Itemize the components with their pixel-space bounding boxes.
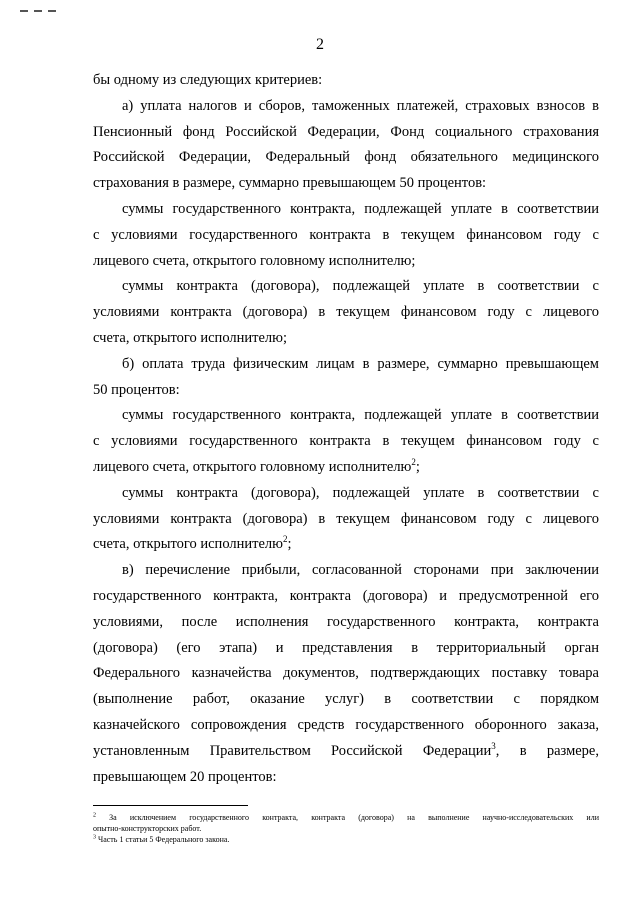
text-line [93,326,599,352]
text-line-content: суммы государственного контракта, подлежащей уплате в соответствии [122,407,599,424]
text-line [93,145,599,171]
footnote-text: За исключением государственного контракта, контракта (договора) на выполнение научно-исследовательских или [96,813,599,822]
text-line [93,636,599,662]
text-line-content: условиями, после исполнения государственного контракта, контракта [93,613,599,630]
text-line-continuation: ; [415,458,420,475]
text-line [93,274,599,300]
text-line-content: бы одному из следующих критериев: [93,72,323,88]
text-line [93,171,599,197]
text-line [93,378,599,404]
text-line-content: с условиями государственного контракта в текущем финансовом году с [93,433,599,450]
text-line-continuation: ; [287,536,292,553]
text-line-content: Пенсионный фонд Российской Федерации, Фонд социального страхования [93,123,599,140]
footnote-reference: 3 [491,740,496,751]
text-line [93,249,599,275]
text-line [93,713,599,739]
text-line-continuation: , в размере, [495,742,599,759]
text-line [93,661,599,687]
text-line-content: лицевого счета, открытого головному исполнителю [93,458,412,475]
text-line [93,532,599,558]
text-line-content: суммы государственного контракта, подлежащей уплате в соответствии [122,200,599,217]
text-line [93,300,599,326]
text-line-content: счета, открытого исполнителю; [93,329,288,346]
footnote-text: Часть 1 статьи 5 Федерального закона. [96,835,230,844]
footnote-reference: 2 [282,534,288,545]
text-line [93,403,599,429]
text-line-content: б) оплата труда физическим лицам в размере, суммарно превышающем [122,355,599,372]
text-line-content: страхования в размере, суммарно превышающем 50 процентов: [93,175,487,192]
text-line [93,94,599,120]
text-line [93,687,599,713]
text-line [93,68,599,94]
text-line [93,352,599,378]
text-line-content: с условиями государственного контракта в текущем финансовом году с [93,226,599,243]
text-line [93,507,599,533]
text-line [93,223,599,249]
text-line [93,429,599,455]
text-line-content: счета, открытого исполнителю [93,536,283,553]
text-line [93,197,599,223]
text-line-content: 50 процентов: [93,381,180,398]
footnote-line [93,834,599,845]
text-line-content: условиями контракта (договора) в текущем финансовом году с лицевого [93,304,599,321]
footnote-text: опытно-конструкторских работ. [93,824,202,833]
footnote-line [93,812,599,823]
footnote-reference: 2 [411,457,416,468]
text-line-content: суммы контракта (договора), подлежащей уплате в соответствии с [122,484,599,501]
footnote-number: 2 [93,812,96,819]
text-line [93,610,599,636]
text-line-content: Российской Федерации, Федеральный фонд обязательного медицинского [93,149,599,166]
footnote-number: 3 [93,834,96,841]
text-line-content: казначейского сопровождения средств государственного оборонного заказа, [93,716,599,733]
text-line-content: а) уплата налогов и сборов, таможенных платежей, страховых взносов в [122,97,599,114]
text-line-content: Федерального казначейства документов, подтверждающих поставку товара [93,665,599,682]
text-line-content: суммы контракта (договора), подлежащей уплате в соответствии с [122,278,599,295]
text-line [93,481,599,507]
text-line-content: (договора) (его этапа) и представления в территориальный орган [93,639,599,656]
text-line [93,739,599,765]
footnote-line [93,823,599,834]
text-line [93,558,599,584]
text-line [93,120,599,146]
scan-marks [20,0,80,3]
text-line-content: превышающем 20 процентов: [93,768,277,785]
text-line-content: (выполнение работ, оказание услуг) в соответствии с порядком [93,691,599,708]
text-line [93,584,599,610]
text-line-content: в) перечисление прибыли, согласованной сторонами при заключении [122,562,599,579]
text-line-content: государственного контракта, контракта (договора) и предусмотренной его [93,587,599,604]
text-line [93,765,599,791]
text-line-content: установленным Правительством Российской Федерации [93,742,492,759]
body-text [93,68,599,790]
footnote-separator [93,805,248,806]
text-line-content: условиями контракта (договора) в текущем финансовом году с лицевого [93,510,599,527]
text-line [93,455,599,481]
page-number: 2 [316,36,324,53]
footnotes [93,812,599,845]
text-line-content: лицевого счета, открытого головному исполнителю; [93,252,416,269]
